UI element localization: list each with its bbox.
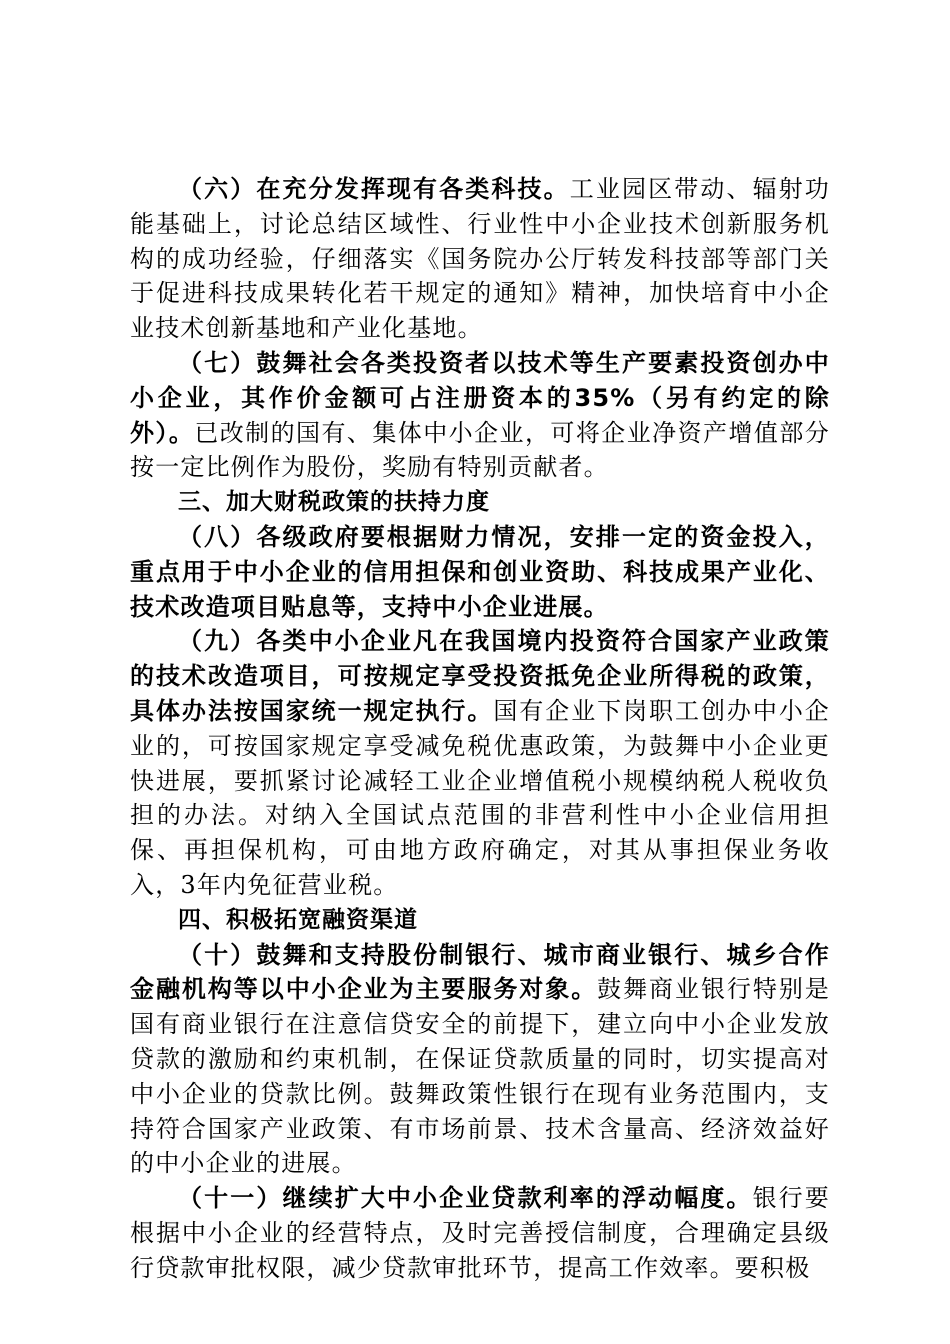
paragraph-10-body: 鼓舞商业银行特别是国有商业银行在注意信贷安全的前提下，建立向中小企业发放贷款的激励和约束机制，在保证贷款质量的同时，切实提高对中小企业的贷款比例。鼓舞政策性银行在现有业务范围内，支持符合国家产业政策、有市场前景、技术含量高、经济效益好的中小企业的进展。 xyxy=(130,975,830,1178)
section-heading-4: 四、积极拓宽融资渠道 xyxy=(178,906,418,933)
paragraph-11-lead: （十一）继续扩大中小企业贷款利率的浮动幅度。 xyxy=(178,1184,753,1213)
paragraph-6 xyxy=(130,172,830,346)
paragraph-8-lead: （八）各级政府要根据财力情况，安排一定的资金投入，重点用于中小企业的信用担保和创业资助、科技成果产业化、技术改造项目贴息等，支持中小企业进展。 xyxy=(130,522,830,621)
paragraph-10 xyxy=(130,938,830,1182)
document-page xyxy=(130,172,830,1286)
paragraph-7 xyxy=(130,346,830,485)
section-heading-3: 三、加大财税政策的扶持力度 xyxy=(178,489,490,516)
paragraph-9-lead: （九）各类中小企业凡在我国境内投资符合国家产业政策的技术改造项目，可按规定享受投资抵免企业所得税的政策，具体办法按国家统一规定执行。 xyxy=(130,627,830,725)
paragraph-11-body: 银行要根据中小企业的经营特点，及时完善授信制度，合理确定县级行贷款审批权限，减少贷款审批环节，提高工作效率。要积极 xyxy=(130,1184,830,1282)
paragraph-8 xyxy=(130,520,830,624)
paragraph-11 xyxy=(130,1181,830,1285)
paragraph-9-body: 国有企业下岗职工创办中小企业的，可按国家规定享受减免税优惠政策，为鼓舞中小企业更快进展，要抓紧讨论减轻工业企业增值税小规模纳税人税收负担的办法。对纳入全国试点范围的非营利性中小企业信用担保、再担保机构，可由地方政府确定，对其从事担保业务收入，3年内免征营业税。 xyxy=(130,696,830,899)
paragraph-6-body: 工业园区带动、辐射功能基础上，讨论总结区域性、行业性中小企业技术创新服务机构的成功经验，仔细落实《国务院办公厅转发科技部等部门关于促进科技成果转化若干规定的通知》精神，加快培育中小企业技术创新基地和产业化基地。 xyxy=(130,175,830,343)
paragraph-7-lead: （七）鼓舞社会各类投资者以技术等生产要素投资创办中小企业，其作价金额可占注册资本的35%（另有约定的除外）。 xyxy=(130,348,830,447)
paragraph-10-lead: （十）鼓舞和支持股份制银行、城市商业银行、城乡合作金融机构等以中小企业为主要服务对象。 xyxy=(130,940,830,1004)
paragraph-6-lead: （六）在充分发挥现有各类科技。 xyxy=(178,175,570,203)
paragraph-7-body: 已改制的国有、集体中小企业，可将企业净资产增值部分按一定比例作为股份，奖励有特别贡献者。 xyxy=(130,418,830,482)
paragraph-9 xyxy=(130,624,830,902)
